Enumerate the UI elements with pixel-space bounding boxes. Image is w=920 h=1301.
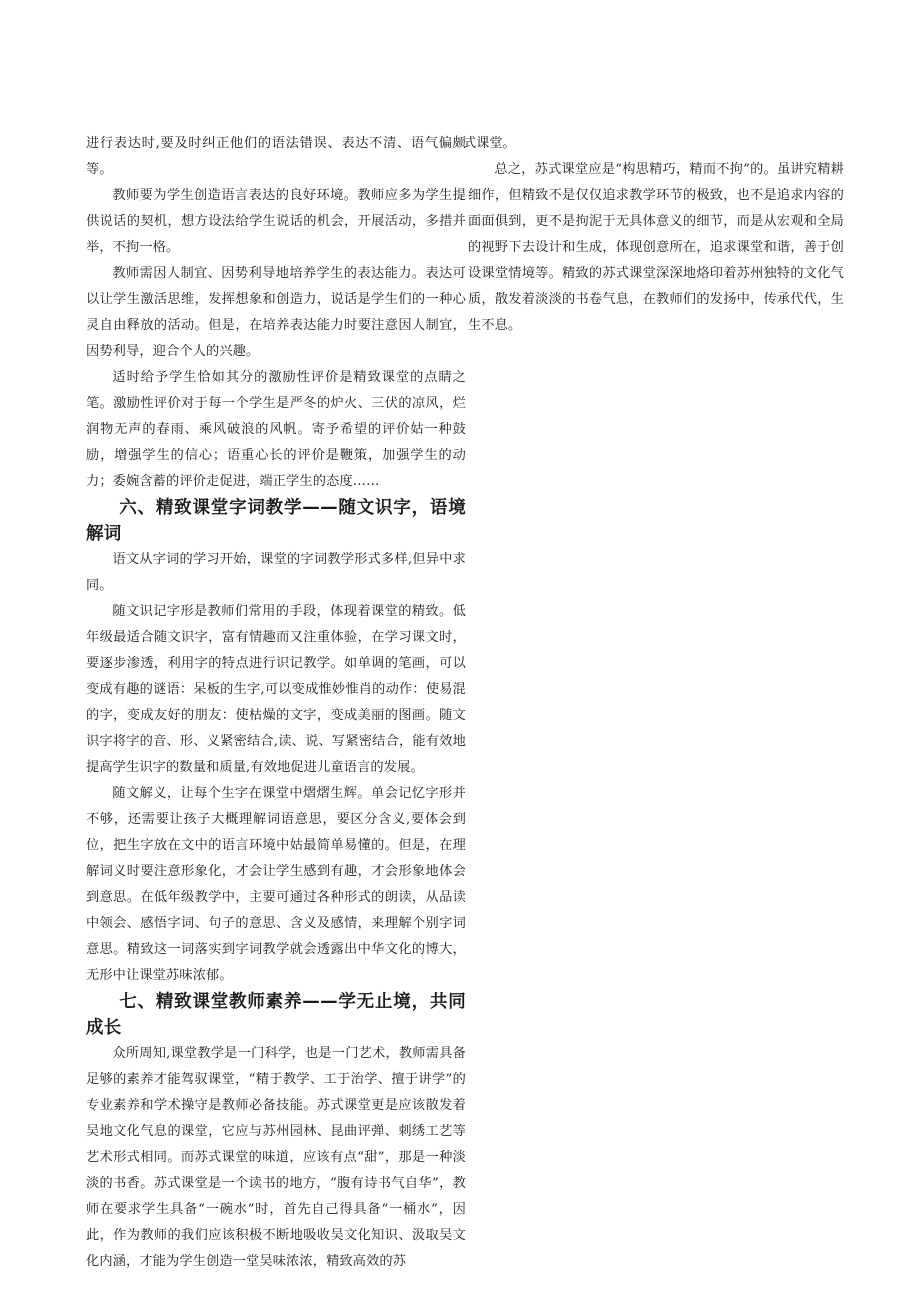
right-column (468, 157, 844, 339)
paragraph-character-recognition: 随文识记字形是教师们常用的手段，体现着课堂的精致。低年级最适合随文识字，富有情趣而又注重体验，在学习课文时，要逐步渗透，利用字的特点进行识记教学。如单调的笔画，可以变成有趣的谜语：呆板的生字,可以变成惟妙惟肖的动作：使易混的字，变成友好的朋友：使枯燥的文字，变成美丽的图画。随文识字将字的音、形、义紧密结合,读、说、写紧密结合，能有效地提高学生识字的数量和质量,有效地促进儿童语言的发展。 (86, 604, 466, 775)
left-column (86, 131, 466, 1275)
paragraph-conclusion: 总之，苏式课堂应是“构思精巧，精而不拘”的。虽讲究精耕细作，但精致不是仅仅追求教学环节的极致，也不是追求内容的面面俱到，更不是拘泥于无具体意义的细节，而是从宏观和全局的视野下去设计和生成，体现创意所在，追求课堂和谐，善于创设课堂情境等。精致的苏式课堂深深地烙印着苏州独特的文化气质，散发着淡淡的书卷气息，在教师们的发扬中，传承代代，生生不息。 (468, 162, 844, 333)
paragraph-teacher-literacy: 众所周知,课堂教学是一门科学，也是一门艺术，教师需具备足够的素养才能驾驭课堂，“精于教学、工于治学、擅于讲学”的专业素养和学术操守是教师必备技能。苏式课堂更是应该散发着吴地文化气息的课堂，它应与苏州园林、昆曲评弹、刺绣工艺等艺术形式相同。而苏式课堂的味道，应该有点“甜”，那是一种淡淡的书香。苏式课堂是一个读书的地方，“腹有诗书气自华”，教师在要求学生具备“一碗水”时，首先自己得具备“一桶水”，因此，作为教师的我们应该积极不断地吸收吴文化知识、汲取吴文化内涵，才能为学生创造一堂吴味浓浓，精致高效的苏 (86, 1046, 466, 1269)
section-heading-6: 六、精致课堂字词教学——随文识字，语境解词 (86, 498, 466, 544)
paragraph-word-meaning: 随文解义，让每个生字在课堂中熠熠生辉。单会记忆字形并不够，还需要让孩子大概理解词语意思，要区分含义,要体会到位，把生字放在文中的语言环境中姑最简单易懂的。但是，在理解词义时要注意形象化，才会让学生感到有趣，才会形象地体会到意思。在低年级教学中，主要可通过各种形式的朗读，从品读中领会、感悟字词、句子的意思、含义及感情，来理解个别字词意思。精致这一词落实到字词教学就会透露出中华文化的博大，无形中让课堂苏味浓郁。 (86, 786, 466, 983)
paragraph-encouraging-evaluation: 适时给予学生恰如其分的激励性评价是精致课堂的点睛之笔。激励性评价对于每一个学生是严冬的炉火、三伏的凉风，烂润物无声的春雨、乘风破浪的风帆。寄予希望的评价姑一种鼓励，增强学生的信心；语重心长的评价是鞭策，加强学生的动力；委婉含蓄的评价走促进，端正学生的态度…… (86, 370, 466, 489)
section-heading-7: 七、精致课堂教师素养——学无止境，共同成长 (86, 992, 466, 1038)
paragraph-language-environment: 教师要为学生创造语言表达的良好环境。教师应多为学生提供说话的契机，想方设法给学生说话的机会，开展活动，多措并举，不拘一格。 (86, 188, 466, 255)
paragraph-continuation: 进行表达时,要及时纠正他们的语法错误、表达不清、语气偏颇等。 (86, 136, 466, 177)
paragraph-expression-ability: 教师需因人制宜、因势利导地培养学生的表达能力。表达可以让学生激活思维，发挥想象和创造力，说话是学生们的一种心灵自由释放的活动。但是，在培养表达能力时要注意因人制宜，因势利导，迎合个人的兴趣。 (86, 266, 466, 359)
paragraph-tail: 式课堂。 (463, 136, 516, 151)
paragraph-word-teaching-intro: 语文从字词的学习开始，课堂的字词教学形式多样,但异中求同。 (86, 552, 466, 593)
